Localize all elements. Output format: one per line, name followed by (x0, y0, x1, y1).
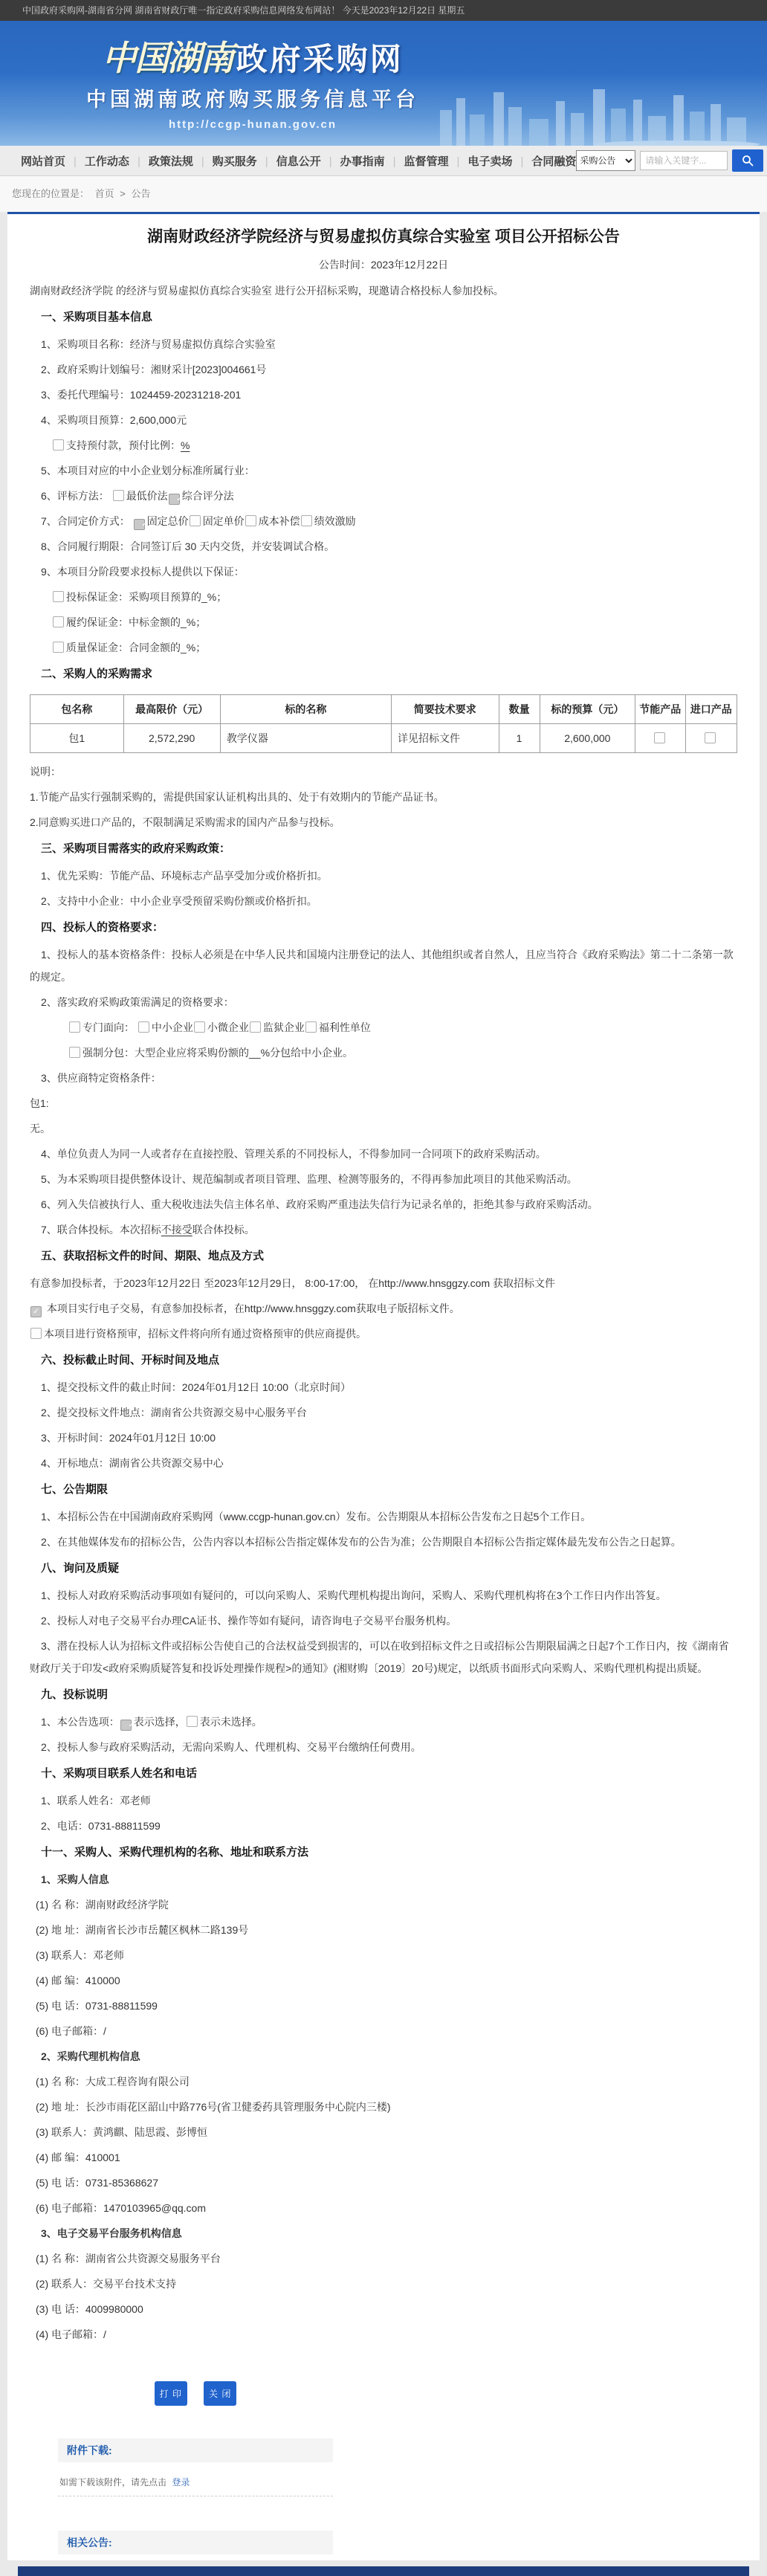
unchecked-checkbox[interactable] (53, 616, 64, 627)
doc-paragraph: 6、列入失信被执行人、重大税收违法失信主体名单、政府采购严重违法失信行为记录名单的，拒绝其参与政府采购活动。 (41, 1198, 598, 1210)
main-nav (0, 146, 767, 176)
table-header-cell: 标的预算（元） (540, 695, 635, 724)
doc-paragraph: (1) 名 称：湖南省公共资源交易服务平台 (36, 2253, 221, 2265)
doc-paragraph: 专门面向： 中小企业 小微企业 监狱企业 福利性单位 (30, 1016, 737, 1039)
doc-paragraph: 3、开标时间：2024年01月12日 10:00 (41, 1432, 216, 1444)
doc-paragraph: 8、合同履行期限：合同签订后 30 天内交货，并安装调试合格。 (41, 540, 335, 552)
search-input[interactable] (640, 151, 728, 170)
nav-item-8[interactable]: | 电子卖场 (449, 153, 513, 169)
unchecked-checkbox[interactable] (53, 642, 64, 653)
doc-paragraph: 9、本项目分阶段要求投标人提供以下保证： (41, 566, 245, 578)
doc-paragraph: (6) 电子邮箱：/ (36, 2025, 106, 2037)
doc-paragraph: 1、采购人信息 (41, 1873, 109, 1885)
breadcrumb (0, 176, 767, 212)
doc-paragraph: (6) 电子邮箱：1470103965@qq.com (36, 2202, 206, 2214)
table-header-cell: 节能产品 (635, 695, 686, 724)
doc-paragraph: (5) 电 话：0731-85368627 (36, 2177, 158, 2189)
unchecked-checkbox[interactable] (301, 515, 312, 526)
doc-paragraph: 2、落实政府采购政策需满足的资格要求： (41, 996, 234, 1008)
city-skyline-image (425, 82, 767, 146)
table-header-cell: 进口产品 (685, 695, 737, 724)
unchecked-checkbox[interactable] (245, 515, 256, 526)
login-link[interactable]: 登录 (172, 2477, 190, 2488)
doc-paragraph: (2) 地 址：湖南省长沙市岳麓区枫林二路139号 (36, 1924, 249, 1936)
doc-paragraph: ✓ 本项目实行电子交易，有意参加投标者，在http://www.hnsggzy.com获取电子版招标文件。 (30, 1297, 737, 1320)
unchecked-checkbox[interactable] (705, 732, 716, 743)
doc-paragraph: (4) 邮 编：410000 (36, 1975, 120, 1986)
top-info-text: 中国政府采购网-湖南省分网 湖南省财政厅唯一指定政府采购信息网络发布网站！ 今天是2023年12月22日 星期五 (22, 5, 465, 16)
table-cell: 2,572,290 (123, 724, 220, 753)
doc-paragraph: (2) 地 址：长沙市雨花区韶山中路776号(省卫健委药具管理服务中心院内三楼) (36, 2101, 391, 2113)
doc-paragraph: (5) 电 话：0731-88811599 (36, 2000, 158, 2012)
unchecked-checkbox[interactable] (305, 1021, 317, 1033)
doc-paragraph: 1、优先采购：节能产品、环境标志产品享受加分或价格折扣。 (41, 870, 328, 882)
nav-item-4[interactable]: | 购买服务 (193, 153, 257, 169)
table-header-cell: 标的名称 (220, 695, 391, 724)
doc-paragraph: 3、电子交易平台服务机构信息 (41, 2227, 182, 2239)
doc-paragraph: 2、采购代理机构信息 (41, 2050, 140, 2062)
nav-item-list (21, 153, 576, 169)
unchecked-checkbox[interactable] (194, 1021, 205, 1033)
section-heading: 十一、采购人、采购代理机构的名称、地址和联系方法 (41, 1846, 309, 1859)
table-header-cell: 简要技术要求 (391, 695, 499, 724)
section-heading: 十、采购项目联系人姓名和电话 (41, 1767, 198, 1780)
table-cell (635, 724, 686, 753)
nav-item-2[interactable]: | 工作动态 (65, 153, 129, 169)
section-heading: 七、公告期限 (41, 1483, 109, 1496)
checked-checkbox[interactable] (169, 494, 180, 505)
site-banner (0, 21, 767, 146)
doc-paragraph: 2、提交投标文件地点：湖南省公共资源交易中心服务平台 (41, 1407, 307, 1418)
section-heading: 六、投标截止时间、开标时间及地点 (41, 1354, 220, 1366)
table-header-cell: 包名称 (30, 695, 124, 724)
doc-paragraph: 3、委托代理编号：1024459-20231218-201 (41, 389, 242, 401)
unchecked-checkbox[interactable] (69, 1047, 80, 1058)
doc-paragraph: 1、联系人姓名：邓老师 (41, 1795, 151, 1807)
doc-paragraph: 1、采购项目名称：经济与贸易虚拟仿真综合实验室 (41, 338, 276, 350)
doc-paragraph: 本项目进行资格预审，招标文件将向所有通过资格预审的供应商提供。 (30, 1323, 737, 1345)
section-heading: 一、采购项目基本信息 (41, 311, 153, 323)
doc-paragraph: 2、政府采购计划编号：湘财采计[2023]004661号 (41, 364, 267, 375)
doc-paragraph: (4) 邮 编：410001 (36, 2151, 120, 2163)
doc-paragraph: (3) 联系人：黄鸿麒、陆思霞、彭博恒 (36, 2126, 207, 2138)
underlined-text: % (181, 439, 190, 451)
close-button[interactable]: 关 闭 (204, 2381, 236, 2406)
announcement-card (7, 212, 760, 2560)
doc-paragraph: (1) 名 称：大成工程咨询有限公司 (36, 2076, 190, 2088)
underlined-text: 不接受 (161, 1224, 192, 1236)
doc-paragraph: 投标保证金：采购项目预算的_%； (30, 586, 737, 608)
search-bar (576, 149, 763, 172)
search-icon (742, 155, 754, 167)
nav-item-1[interactable]: 网站首页 (21, 155, 66, 168)
table-cell (685, 724, 737, 753)
print-button[interactable]: 打 印 (155, 2381, 187, 2406)
section-heading: 五、获取招标文件的时间、期限、地点及方式 (41, 1250, 265, 1262)
unchecked-checkbox[interactable] (113, 490, 124, 501)
banner-url: http://ccgp-hunan.gov.cn (168, 118, 337, 131)
unchecked-checkbox[interactable] (30, 1328, 42, 1339)
breadcrumb-home-link[interactable]: 首页 (94, 188, 114, 199)
attachments-section-header (58, 2438, 333, 2462)
unchecked-checkbox[interactable] (187, 1716, 198, 1727)
section-heading: 九、投标说明 (41, 1688, 109, 1701)
attachments-title: 附件下载: (67, 2444, 112, 2456)
doc-paragraph: 4、采购项目预算：2,600,000元 (41, 414, 187, 426)
publish-time: 公告时间：2023年12月22日 (318, 259, 449, 271)
doc-paragraph: 2、电话：0731-88811599 (41, 1820, 161, 1832)
doc-paragraph: 1、投标人的基本资格条件：投标人必须是在中华人民共和国境内注册登记的法人、其他组织或者自然人，且应当符合《政府采购法》第二十二条第一款的规定。 (30, 949, 734, 983)
doc-paragraph: 湖南财政经济学院 的经济与贸易虚拟仿真综合实验室 进行公开招标采购，现邀请合格投标人参加投标。 (30, 285, 504, 297)
search-category-select[interactable] (576, 150, 635, 171)
page-title: 湖南财政经济学院经济与贸易虚拟仿真综合实验室 项目公开招标公告 (147, 228, 620, 245)
related-title: 相关公告: (67, 2537, 112, 2548)
section-heading: 二、采购人的采购需求 (41, 668, 153, 680)
doc-paragraph: 7、合同定价方式： ✓固定总价 固定单价 成本补偿 绩效激励 (30, 510, 737, 532)
doc-paragraph: (2) 联系人：交易平台技术支持 (36, 2278, 176, 2290)
search-button[interactable] (732, 149, 763, 172)
doc-paragraph: (4) 电子邮箱：/ (36, 2328, 106, 2340)
checked-checkbox[interactable] (120, 1720, 132, 1731)
top-info-bar (0, 0, 767, 21)
table-cell: 包1 (30, 724, 124, 753)
unchecked-checkbox[interactable] (250, 1021, 261, 1033)
doc-paragraph: 4、单位负责人为同一人或者存在直接控股、管理关系的不同投标人，不得参加同一合同项下的政府采购活动。 (41, 1148, 546, 1160)
login-hint-text: 如需下载该附件，请先点击 (59, 2477, 167, 2488)
unchecked-checkbox[interactable] (53, 439, 64, 451)
doc-paragraph: 有意参加投标者，于2023年12月22日 至2023年12月29日， 8:00-17:00， 在http://www.hnsggzy.com 获取招标文件 (30, 1277, 555, 1289)
section-heading: 三、采购项目需落实的政府采购政策： (41, 842, 231, 855)
nav-item-7[interactable]: | 监督管理 (385, 153, 449, 169)
unchecked-checkbox[interactable] (654, 732, 665, 743)
table-header-cell: 数量 (499, 695, 540, 724)
doc-paragraph: (1) 名 称：湖南财政经济学院 (36, 1899, 169, 1911)
doc-paragraph: 1、本招标公告在中国湖南政府采购网（www.ccgp-hunan.gov.cn）发布。公告期限从本招标公告发布之日起5个工作日。 (41, 1511, 592, 1523)
logo-main-text: 政府采购网 (236, 42, 404, 77)
logo-calligraphy-text: 中国湖南 (102, 38, 233, 78)
breadcrumb-current-link[interactable]: 公告 (131, 188, 151, 199)
doc-paragraph: 3、潜在投标人认为招标文件或招标公告使自己的合法权益受到损害的，可以在收到招标文件之日或招标公告期限届满之日起7个工作日内，按《湖南省财政厅关于印发<政府采购质疑答复和投诉处理操作规程>的通知》(湘财购〔2019〕20号)规定，以纸质书面形式向采购人、采购代理机构提出质疑。 (30, 1640, 729, 1674)
doc-paragraph: 支持预付款，预付比例：% (30, 434, 737, 456)
section-heading: 四、投标人的资格要求： (41, 921, 164, 934)
doc-paragraph: 履约保证金：中标金额的_%； (30, 611, 737, 633)
doc-paragraph: 强制分包：大型企业应将采购份额的__%分包给中小企业。 (30, 1042, 737, 1064)
doc-paragraph: 质量保证金：合同金额的_%； (30, 636, 737, 659)
checked-checkbox[interactable] (30, 1306, 42, 1317)
doc-paragraph: 5、本项目对应的中小企业划分标准所属行业： (41, 465, 255, 477)
doc-paragraph: 2、投标人参与政府采购活动，无需向采购人、代理机构、交易平台缴纳任何费用。 (41, 1741, 421, 1753)
table-cell: 2,600,000 (540, 724, 635, 753)
breadcrumb-prefix: 您现在的位置是： (12, 188, 90, 199)
nav-item-9[interactable]: | 合同融资 (512, 153, 576, 169)
table-cell: 1 (499, 724, 540, 753)
doc-paragraph: 1、本公告选项： ✓ 表示选择， 表示未选择。 (30, 1711, 737, 1733)
doc-paragraph: 5、为本采购项目提供整体设计、规范编制或者项目管理、监理、检测等服务的，不得再参加此项目的其他采购活动。 (41, 1173, 577, 1185)
doc-paragraph: 7、联合体投标。本次招标不接受联合体投标。 (41, 1224, 255, 1236)
doc-paragraph: 3、供应商特定资格条件： (41, 1072, 161, 1084)
section-heading: 八、询问及质疑 (41, 1562, 120, 1575)
doc-paragraph: 无。 (30, 1123, 51, 1134)
doc-paragraph: 1、投标人对政府采购活动事项如有疑问的，可以向采购人、采购代理机构提出询问，采购人、采购代理机构将在3个工作日内作出答复。 (41, 1589, 667, 1601)
doc-paragraph: 1、提交投标文件的截止时间：2024年01月12日 10:00（北京时间） (41, 1381, 351, 1393)
table-cell: 详见招标文件 (391, 724, 499, 753)
doc-paragraph: (3) 电 话：4009980000 (36, 2303, 143, 2315)
site-logo (30, 21, 476, 131)
nav-item-3[interactable]: | 政策法规 (129, 153, 193, 169)
breadcrumb-separator: > (120, 188, 126, 199)
table-header-cell: 最高限价（元） (123, 695, 220, 724)
doc-paragraph: 包1: (30, 1097, 49, 1109)
unchecked-checkbox[interactable] (53, 591, 64, 602)
table-row (30, 724, 737, 753)
banner-subtitle: 中国湖南政府购买服务信息平台 (86, 88, 419, 111)
unchecked-checkbox[interactable] (138, 1021, 149, 1033)
unchecked-checkbox[interactable] (69, 1021, 80, 1033)
bottom-section (58, 2381, 333, 2554)
checked-checkbox[interactable] (134, 519, 145, 530)
attachments-login-hint (58, 2476, 333, 2488)
procurement-requirements-table (30, 694, 737, 753)
table-cell: 教学仪器 (220, 724, 391, 753)
doc-paragraph: (3) 联系人：邓老师 (36, 1949, 124, 1961)
doc-paragraph: 1.节能产品实行强制采购的，需提供国家认证机构出具的、处于有效期内的节能产品证书。 (30, 791, 444, 803)
action-buttons (58, 2381, 333, 2406)
doc-paragraph: 2、投标人对电子交易平台办理CA证书、操作等如有疑问，请咨询电子交易平台服务机构。 (41, 1615, 457, 1627)
related-section-header (58, 2531, 333, 2554)
doc-paragraph: 说明： (30, 766, 61, 778)
doc-paragraph: 6、评标方法： 最低价法 ✓ 综合评分法 (30, 485, 737, 507)
page-footer (18, 2566, 749, 2576)
unchecked-checkbox[interactable] (190, 515, 201, 526)
doc-paragraph: 2.同意购买进口产品的，不限制满足采购需求的国内产品参与投标。 (30, 816, 340, 828)
nav-item-6[interactable]: | 办事指南 (321, 153, 385, 169)
nav-item-5[interactable]: | 信息公开 (257, 153, 321, 169)
doc-paragraph: 4、开标地点：湖南省公共资源交易中心 (41, 1457, 224, 1469)
announcement-body (7, 272, 760, 2346)
doc-paragraph: 2、在其他媒体发布的招标公告，公告内容以本招标公告指定媒体发布的公告为准；公告期限自本招标公告指定媒体最先发布公告之日起算。 (41, 1536, 682, 1548)
doc-paragraph: 2、支持中小企业：中小企业享受预留采购份额或价格折扣。 (41, 895, 317, 907)
